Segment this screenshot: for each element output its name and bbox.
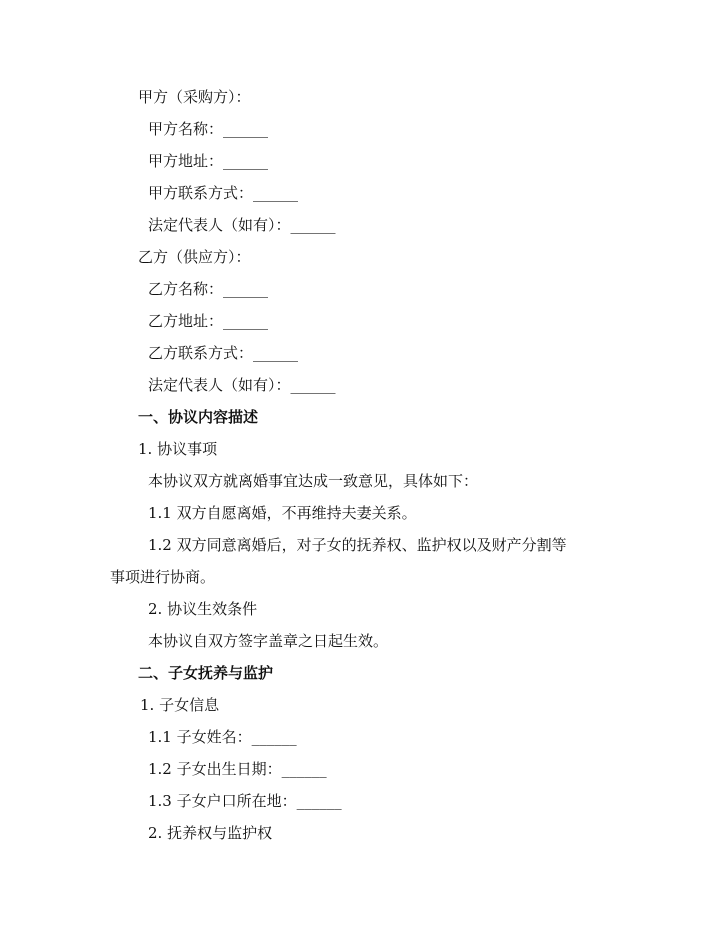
section-1-heading: 一、协议内容描述: [138, 408, 259, 426]
child-household-registration: 1.3 子女户口所在地：______: [148, 792, 342, 810]
item-1-heading: 1. 子女信息: [140, 696, 220, 714]
party-a-legal-rep: 法定代表人（如有）：______: [148, 216, 336, 234]
clause-1-2: 1.2 双方同意离婚后，对子女的抚养权、监护权以及财产分割等: [148, 536, 567, 554]
party-a-heading: 甲方（采购方）：: [138, 88, 251, 106]
party-b-address: 乙方地址：______: [148, 312, 269, 330]
party-b-contact: 乙方联系方式：______: [148, 344, 299, 362]
child-birth-date: 1.2 子女出生日期：______: [148, 760, 327, 778]
clause-1-1: 1.1 双方自愿离婚，不再维持夫妻关系。: [148, 504, 417, 522]
party-b-heading: 乙方（供应方）：: [138, 248, 251, 266]
party-a-address: 甲方地址：______: [148, 152, 269, 170]
party-a-name: 甲方名称：______: [148, 120, 269, 138]
child-name: 1.1 子女姓名：______: [148, 728, 297, 746]
party-b-name: 乙方名称：______: [148, 280, 269, 298]
paragraph: 本协议双方就离婚事宜达成一致意见，具体如下：: [148, 472, 479, 490]
section-2-heading: 二、子女抚养与监护: [138, 664, 274, 682]
item-1-heading: 1. 协议事项: [138, 440, 218, 458]
item-2-heading: 2. 抚养权与监护权: [148, 824, 273, 842]
party-a-contact: 甲方联系方式：______: [148, 184, 299, 202]
item-2-heading: 2. 协议生效条件: [148, 600, 258, 618]
clause-1-2-continued: 事项进行协商。: [110, 568, 216, 586]
paragraph: 本协议自双方签字盖章之日起生效。: [148, 632, 389, 650]
party-b-legal-rep: 法定代表人（如有）：______: [148, 376, 336, 394]
